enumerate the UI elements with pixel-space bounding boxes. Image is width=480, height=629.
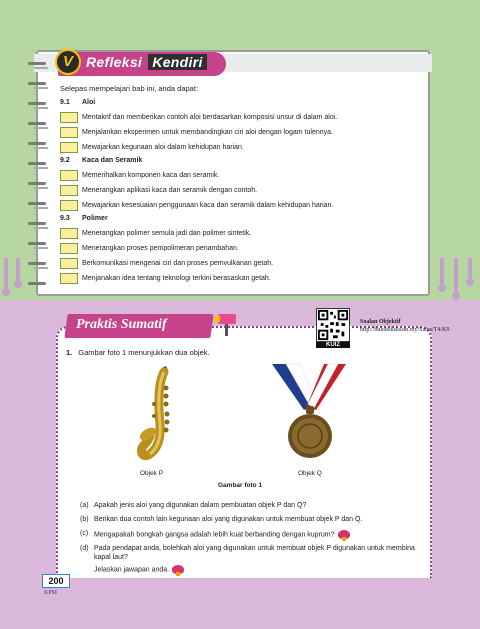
checkbox[interactable] (60, 243, 78, 254)
page-number: 200 (42, 574, 70, 588)
question-part-c: (c) Mengapakah bongkah gangsa adalah lebih kuat berbanding dengan kuprum? (80, 530, 424, 539)
refleksi-title-b: Kendiri (148, 54, 206, 70)
checklist-item[interactable]: Berkomunikasi mengenai ciri dan proses pemvulkanan getah. (60, 257, 273, 269)
label-objek-q: Objek Q (298, 470, 322, 477)
checkbox[interactable] (60, 273, 78, 284)
checkbox[interactable] (60, 127, 78, 138)
paint-roller-icon (212, 312, 242, 338)
brain-icon (338, 530, 350, 539)
praktis-panel (56, 326, 432, 578)
qr-label: KUIZ (316, 342, 350, 348)
publisher-label: KPM (44, 590, 58, 596)
question-part-d: (d) Pada pendapat anda, bolehkah aloi yang digunakan untuk membuat objek P digunakan untuk membina kapal laut? (80, 545, 415, 561)
checklist-item[interactable]: Mewajarkan kesesuaian penggunaan kaca dan seramik dalam kehidupan harian. (60, 199, 333, 211)
praktis-title: Praktis Sumatif (76, 317, 167, 332)
brain-icon (172, 565, 184, 574)
checkbox[interactable] (60, 112, 78, 123)
checkmark-badge-icon: V (55, 49, 81, 75)
refleksi-title (86, 54, 207, 70)
question-part-b: (b) Berikan dua contoh lain kegunaan aloi yang digunakan untuk membuat objek P dan Q. (80, 516, 363, 523)
question-1: 1. Gambar foto 1 menunjukkan dua objek. (66, 348, 210, 357)
soalan-objektif-note: Soalan Objektif http://bukutekskssm.my/Sains/T4/K9 (360, 319, 450, 333)
medal-image (264, 362, 354, 462)
checklist-item[interactable]: Mentakrif dan memberikan contoh aloi berdasarkan komposisi unsur di dalam aloi. (60, 111, 337, 123)
checkbox[interactable] (60, 200, 78, 211)
saxophone-image (128, 364, 198, 462)
section-heading: 9.3 Polimer (60, 215, 108, 222)
soalan-url[interactable]: http://bukutekskssm.my/Sains/T4/K9 (360, 327, 450, 333)
label-objek-p: Objek P (140, 470, 164, 477)
checklist-item[interactable]: Menjalankan eksperimen untuk membandingkan ciri aloi dengan logam tulennya. (60, 126, 333, 138)
section-heading: 9.1 Aloi (60, 99, 96, 106)
checklist-item[interactable]: Memerihalkan komponen kaca dan seramik. (60, 169, 219, 181)
section-heading: 9.2 Kaca dan Seramik (60, 157, 143, 164)
qr-code-icon[interactable] (316, 308, 350, 342)
checkbox[interactable] (60, 228, 78, 239)
refleksi-title-a: Refleksi (86, 54, 143, 70)
refleksi-intro: Selepas mempelajari bab ini, anda dapat: (60, 84, 199, 93)
checklist-item[interactable]: Menjanakan idea tentang teknologi terkini berasaskan getah. (60, 272, 271, 284)
checkbox[interactable] (60, 142, 78, 153)
checkbox[interactable] (60, 258, 78, 269)
question-part-a: (a) Apakah jenis aloi yang digunakan dalam pembuatan objek P dan Q? (80, 502, 307, 509)
checklist-item[interactable]: Menerangkan aplikasi kaca dan seramik dengan contoh. (60, 184, 257, 196)
checklist-item[interactable]: Mewajarkan kegunaan aloi dalam kehidupan harian. (60, 141, 244, 153)
figure-caption: Gambar foto 1 (218, 482, 263, 489)
checklist-item[interactable]: Menerangkan proses pempolimeran penambahan. (60, 242, 239, 254)
checkbox[interactable] (60, 170, 78, 181)
spiral-binding (28, 62, 48, 292)
checklist-item[interactable]: Menerangkan polimer semula jadi dan polimer sintetik. (60, 227, 251, 239)
checkbox[interactable] (60, 185, 78, 196)
question-part-d-followup: Jelaskan jawapan anda. (80, 565, 424, 574)
